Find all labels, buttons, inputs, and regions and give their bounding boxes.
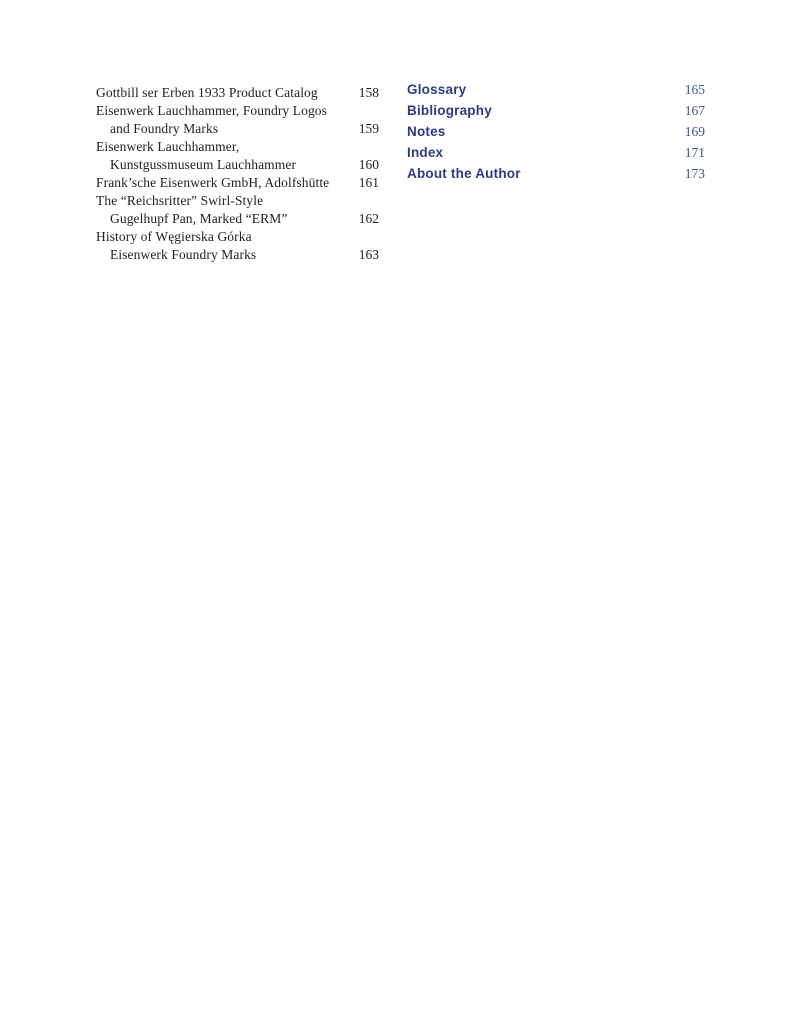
toc-entry-title: Glossary: [407, 82, 467, 97]
toc-entry-title: Kunstgussmuseum Lauchhammer: [110, 157, 297, 172]
toc-entry: [96, 228, 379, 264]
toc-entry-title: Eisenwerk Foundry Marks: [110, 247, 257, 262]
toc-entry-title: Gugelhupf Pan, Marked “ERM”: [110, 211, 288, 226]
toc-entry-page-number: 165: [684, 82, 705, 97]
toc-entry: [96, 192, 379, 228]
toc-entry-title: The “Reichsritter” Swirl-Style: [96, 193, 264, 208]
toc-entry-page-number: 163: [358, 247, 379, 262]
toc-entry-title: Bibliography: [407, 102, 492, 118]
toc-entry: [96, 174, 379, 192]
toc-entry-title: History of Węgierska Górka: [96, 229, 252, 244]
toc-left-column: [96, 84, 379, 264]
toc-entry-page-number: 173: [684, 165, 705, 181]
toc-entry-page-number: 171: [684, 144, 705, 160]
toc-entry: [96, 102, 379, 138]
toc-entry-line: [96, 138, 379, 156]
toc-entry-line: [96, 174, 379, 192]
toc-entry-page-number: 169: [684, 123, 705, 139]
toc-entry-page-number: 161: [358, 175, 379, 190]
toc-entry-page-number: 160: [358, 157, 379, 172]
toc-right-column: [407, 82, 705, 186]
toc-entry-line: [96, 246, 379, 264]
toc-entry: [96, 138, 379, 174]
toc-entry: [407, 124, 705, 145]
toc-entry-title: Frank’sche Eisenwerk GmbH, Adolfshütte: [96, 175, 330, 190]
toc-entry-title: Notes: [407, 123, 446, 139]
toc-entry: [407, 145, 705, 166]
toc-entry-line: [96, 102, 379, 120]
toc-entry-page-number: 159: [358, 121, 379, 136]
toc-entry: [96, 84, 379, 102]
toc-entry-line: [96, 228, 379, 246]
toc-entry-line: [96, 192, 379, 210]
toc-entry-title: Gottbill ser Erben 1933 Product Catalog: [96, 85, 318, 100]
toc-entry-line: [96, 120, 379, 138]
toc-entry: [407, 166, 705, 187]
toc-entry-title: Eisenwerk Lauchhammer,: [96, 139, 240, 154]
toc-entry: [407, 103, 705, 124]
toc-entry-page-number: 158: [358, 85, 379, 100]
toc-entry-page-number: 167: [684, 102, 705, 118]
toc-entry-title: and Foundry Marks: [110, 121, 219, 136]
toc-entry-line: [96, 84, 379, 102]
toc-entry: [407, 82, 705, 103]
toc-entry-page-number: 162: [358, 211, 379, 226]
toc-entry-line: [96, 156, 379, 174]
toc-entry-line: [96, 210, 379, 228]
toc-entry-title: Index: [407, 144, 444, 160]
toc-entry-title: About the Author: [407, 165, 521, 181]
toc-entry-title: Eisenwerk Lauchhammer, Foundry Logos: [96, 103, 328, 118]
